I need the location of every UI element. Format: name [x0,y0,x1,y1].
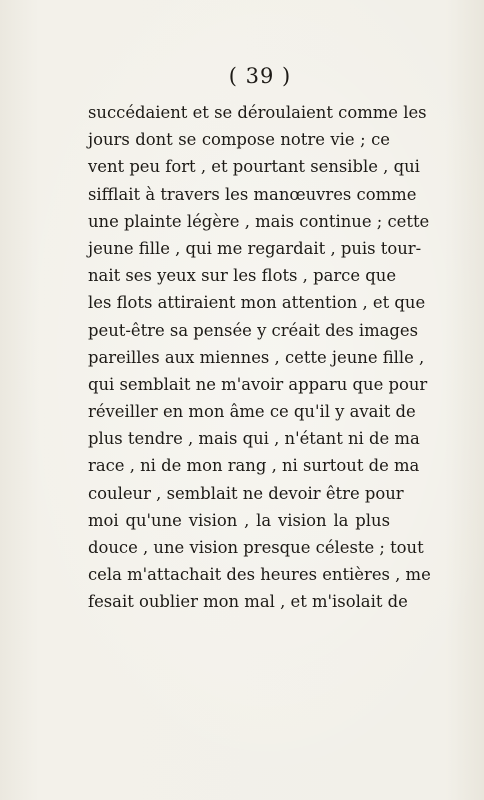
text-line: jours dont se compose notre vie ; ce [88,130,390,150]
text-line: qui semblait ne m'avoir apparu que pour [88,374,428,394]
text-line: plus tendre , mais qui , n'étant ni de ma [88,429,420,449]
text-line: les flots attiraient mon attention , et que [88,293,426,313]
text-line: nait ses yeux sur les flots , parce que [88,266,397,286]
text-line: race , ni de mon rang , ni surtout de ma [88,456,420,476]
text-line: succédaient et se déroulaient comme les [88,103,427,122]
text-line: vent peu fort , et pourtant sensible , qui [88,157,420,177]
text-line: réveiller en mon âme ce qu'il y avait de [88,402,416,422]
text-line: jeune fille , qui me regardait , puis tour- [88,238,422,258]
text-line: peut-être sa pensée y créait des images [88,320,419,340]
page-number: ( 39 ) [228,64,292,88]
text-line: fesait oublier mon mal , et m'isolait de [88,592,408,612]
text-line: moi qu'une vision , la vision la plus [88,510,390,530]
text-line: une plainte légère , mais continue ; cette [88,211,430,231]
text-line: couleur , semblait ne devoir être pour [88,483,404,503]
text-line: cela m'attachait des heures entières , me [88,565,431,585]
text-line: douce , une vision presque céleste ; tout [88,538,424,557]
text-line: sifflait à travers les manœuvres comme [88,184,417,204]
text-line: pareilles aux miennes , cette jeune fille , [88,347,425,367]
body-text [88,99,431,616]
